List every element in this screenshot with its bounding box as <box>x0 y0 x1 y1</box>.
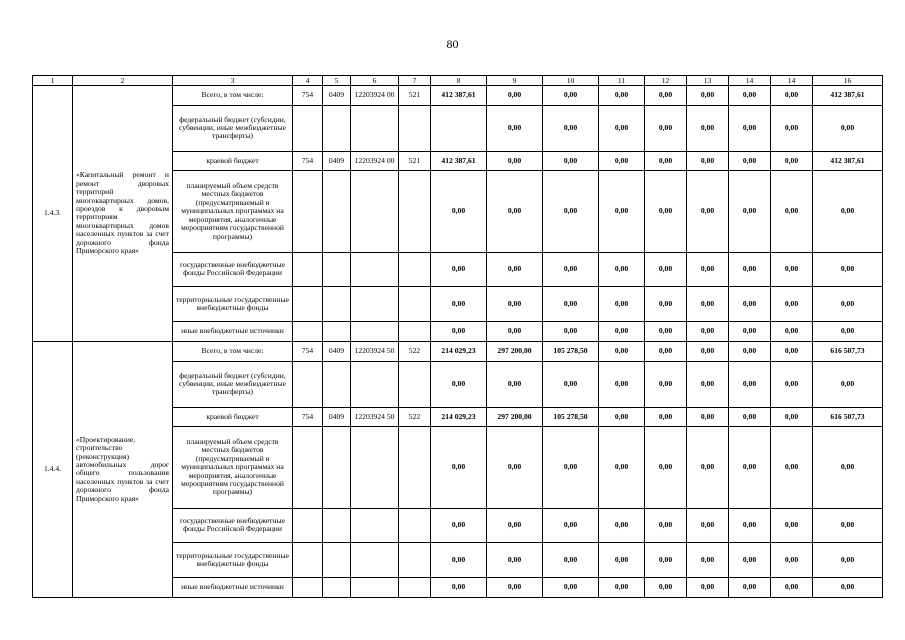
year-value: 0,00 <box>729 407 771 427</box>
year-value: 0,00 <box>729 341 771 361</box>
year-value: 0,00 <box>431 578 487 598</box>
year-value: 0,00 <box>729 542 771 577</box>
year-value: 0,00 <box>687 341 729 361</box>
expense-type-code <box>399 322 431 342</box>
year-value: 0,00 <box>645 322 687 342</box>
funding-source: территориальные государственные внебюджетные фонды <box>173 542 293 577</box>
year-value: 214 029,23 <box>431 407 487 427</box>
column-header: 1 <box>33 76 73 86</box>
funding-source: государственные внебюджетные фонды Российской Федерации <box>173 508 293 542</box>
column-header: 14 <box>729 76 771 86</box>
section-code <box>323 286 351 321</box>
expense-type-code <box>399 578 431 598</box>
year-value: 0,00 <box>729 105 771 151</box>
year-value: 0,00 <box>729 171 771 252</box>
gr-code: 754 <box>293 407 323 427</box>
year-value: 0,00 <box>729 361 771 407</box>
target-code <box>351 105 399 151</box>
item-number: 1.4.4. <box>33 341 73 597</box>
year-value: 0,00 <box>645 105 687 151</box>
year-value: 0,00 <box>687 322 729 342</box>
expense-type-code <box>399 361 431 407</box>
column-header: 14 <box>771 76 813 86</box>
expense-type-code: 522 <box>399 407 431 427</box>
gr-code <box>293 171 323 252</box>
expense-type-code <box>399 171 431 252</box>
year-value: 0,00 <box>645 427 687 508</box>
year-value: 0,00 <box>599 322 645 342</box>
item-name: «Проектирование, строительство (реконструкция) автомобильных дорог общего пользования населенных пунктов за счет дорожного фонда Приморского края» <box>73 341 173 597</box>
year-value: 0,00 <box>645 151 687 171</box>
total-value: 0,00 <box>813 105 883 151</box>
target-code: 12203924 00 <box>351 151 399 171</box>
target-code <box>351 361 399 407</box>
year-value: 0,00 <box>543 542 599 577</box>
year-value: 0,00 <box>599 407 645 427</box>
target-code <box>351 286 399 321</box>
year-value: 0,00 <box>645 86 687 106</box>
year-value: 0,00 <box>687 578 729 598</box>
expense-type-code <box>399 252 431 286</box>
funding-source: федеральный бюджет (субсидии, субвенции, иные межбюджетные трансферты) <box>173 361 293 407</box>
year-value: 0,00 <box>687 427 729 508</box>
year-value: 0,00 <box>487 105 543 151</box>
year-value: 0,00 <box>543 86 599 106</box>
expense-type-code: 522 <box>399 341 431 361</box>
total-value: 0,00 <box>813 578 883 598</box>
year-value: 0,00 <box>771 427 813 508</box>
year-value: 0,00 <box>729 286 771 321</box>
year-value: 0,00 <box>729 86 771 106</box>
year-value: 0,00 <box>729 427 771 508</box>
year-value: 0,00 <box>729 508 771 542</box>
gr-code: 754 <box>293 86 323 106</box>
gr-code <box>293 578 323 598</box>
page-number: 80 <box>446 37 459 51</box>
year-value: 0,00 <box>645 341 687 361</box>
year-value: 0,00 <box>599 361 645 407</box>
section-code <box>323 361 351 407</box>
year-value: 0,00 <box>431 427 487 508</box>
gr-code <box>293 252 323 286</box>
year-value: 0,00 <box>487 578 543 598</box>
year-value: 0,00 <box>543 578 599 598</box>
target-code <box>351 171 399 252</box>
year-value: 0,00 <box>687 542 729 577</box>
year-value: 0,00 <box>687 86 729 106</box>
year-value: 0,00 <box>599 286 645 321</box>
year-value: 412 387,61 <box>431 86 487 106</box>
year-value: 0,00 <box>645 361 687 407</box>
column-header: 8 <box>431 76 487 86</box>
year-value: 0,00 <box>645 252 687 286</box>
funding-source: краевой бюджет <box>173 407 293 427</box>
expense-type-code <box>399 542 431 577</box>
year-value: 0,00 <box>487 361 543 407</box>
funding-source: планируемый объем средств местных бюджетов (предусматриваемый в муниципальных программах на мероприятия, аналогичные мероприятиям государственной программы) <box>173 171 293 252</box>
year-value: 0,00 <box>771 252 813 286</box>
year-value: 0,00 <box>543 427 599 508</box>
expense-type-code: 521 <box>399 86 431 106</box>
year-value: 105 278,50 <box>543 341 599 361</box>
target-code <box>351 578 399 598</box>
year-value: 0,00 <box>487 322 543 342</box>
year-value: 0,00 <box>599 341 645 361</box>
expense-type-code <box>399 508 431 542</box>
year-value: 0,00 <box>431 286 487 321</box>
target-code <box>351 542 399 577</box>
year-value: 0,00 <box>487 542 543 577</box>
column-header: 6 <box>351 76 399 86</box>
section-code <box>323 542 351 577</box>
year-value: 0,00 <box>487 508 543 542</box>
year-value: 0,00 <box>687 286 729 321</box>
year-value: 0,00 <box>543 286 599 321</box>
year-value <box>431 105 487 151</box>
funding-source: федеральный бюджет (субсидии, субвенции, иные межбюджетные трансферты) <box>173 105 293 151</box>
year-value: 0,00 <box>431 171 487 252</box>
year-value: 0,00 <box>771 361 813 407</box>
gr-code: 754 <box>293 151 323 171</box>
funding-source: государственные внебюджетные фонды Российской Федерации <box>173 252 293 286</box>
column-header: 4 <box>293 76 323 86</box>
total-value: 412 387,61 <box>813 151 883 171</box>
gr-code <box>293 361 323 407</box>
year-value: 297 200,00 <box>487 341 543 361</box>
column-header: 9 <box>487 76 543 86</box>
year-value: 0,00 <box>599 252 645 286</box>
year-value: 0,00 <box>687 105 729 151</box>
column-header: 12 <box>645 76 687 86</box>
year-value: 0,00 <box>645 286 687 321</box>
column-header: 16 <box>813 76 883 86</box>
year-value: 0,00 <box>771 171 813 252</box>
year-value: 0,00 <box>599 105 645 151</box>
year-value: 0,00 <box>487 86 543 106</box>
year-value: 0,00 <box>771 105 813 151</box>
year-value: 0,00 <box>771 151 813 171</box>
year-value: 0,00 <box>487 171 543 252</box>
year-value: 0,00 <box>431 252 487 286</box>
year-value: 0,00 <box>771 407 813 427</box>
section-code <box>323 322 351 342</box>
year-value: 0,00 <box>543 252 599 286</box>
gr-code <box>293 508 323 542</box>
target-code <box>351 427 399 508</box>
year-value: 0,00 <box>543 105 599 151</box>
year-value: 0,00 <box>687 171 729 252</box>
total-value: 616 507,73 <box>813 407 883 427</box>
year-value: 0,00 <box>431 508 487 542</box>
expense-type-code <box>399 427 431 508</box>
year-value: 0,00 <box>543 508 599 542</box>
total-value: 0,00 <box>813 322 883 342</box>
column-header: 2 <box>73 76 173 86</box>
year-value: 0,00 <box>729 578 771 598</box>
year-value: 0,00 <box>487 252 543 286</box>
target-code: 12203924 00 <box>351 86 399 106</box>
year-value: 214 029,23 <box>431 341 487 361</box>
section-code: 0409 <box>323 151 351 171</box>
year-value: 0,00 <box>599 171 645 252</box>
year-value: 0,00 <box>431 361 487 407</box>
total-value: 0,00 <box>813 252 883 286</box>
year-value: 0,00 <box>645 542 687 577</box>
header-row <box>33 76 883 86</box>
section-code: 0409 <box>323 407 351 427</box>
funding-source: иные внебюджетные источники <box>173 578 293 598</box>
year-value: 0,00 <box>771 341 813 361</box>
year-value: 297 200,00 <box>487 407 543 427</box>
funding-source: иные внебюджетные источники <box>173 322 293 342</box>
year-value: 0,00 <box>771 86 813 106</box>
column-header: 7 <box>399 76 431 86</box>
year-value: 0,00 <box>599 427 645 508</box>
funding-source: Всего, в том числе: <box>173 341 293 361</box>
total-value: 0,00 <box>813 361 883 407</box>
total-value: 0,00 <box>813 542 883 577</box>
gr-code <box>293 105 323 151</box>
year-value: 0,00 <box>771 286 813 321</box>
section-code <box>323 252 351 286</box>
year-value: 0,00 <box>487 286 543 321</box>
year-value: 0,00 <box>487 151 543 171</box>
year-value: 0,00 <box>645 578 687 598</box>
target-code: 12203924 50 <box>351 341 399 361</box>
year-value: 0,00 <box>487 427 543 508</box>
section-code <box>323 105 351 151</box>
year-value: 0,00 <box>771 578 813 598</box>
year-value: 0,00 <box>599 86 645 106</box>
target-code <box>351 252 399 286</box>
year-value: 0,00 <box>645 407 687 427</box>
year-value: 0,00 <box>599 578 645 598</box>
year-value: 0,00 <box>543 361 599 407</box>
expense-type-code <box>399 286 431 321</box>
total-value: 0,00 <box>813 427 883 508</box>
total-value: 616 507,73 <box>813 341 883 361</box>
year-value: 0,00 <box>431 542 487 577</box>
budget-table <box>32 75 883 598</box>
table-row <box>33 341 883 361</box>
year-value: 412 387,61 <box>431 151 487 171</box>
year-value: 0,00 <box>687 252 729 286</box>
year-value: 0,00 <box>687 361 729 407</box>
target-code <box>351 322 399 342</box>
item-name: «Капитальный ремонт и ремонт дворовых территорий многоквартирных домов, проездов к дворовым территориям многоквартирных домов населенных пунктов за счет дорожного фонда Приморского края» <box>73 86 173 342</box>
year-value: 0,00 <box>771 322 813 342</box>
section-code <box>323 427 351 508</box>
section-code <box>323 578 351 598</box>
column-header: 10 <box>543 76 599 86</box>
total-value: 0,00 <box>813 286 883 321</box>
total-value: 412 387,61 <box>813 86 883 106</box>
expense-type-code <box>399 105 431 151</box>
year-value: 0,00 <box>729 322 771 342</box>
year-value: 0,00 <box>645 508 687 542</box>
section-code: 0409 <box>323 341 351 361</box>
target-code <box>351 508 399 542</box>
gr-code <box>293 286 323 321</box>
funding-source: территориальные государственные внебюджетные фонды <box>173 286 293 321</box>
gr-code <box>293 322 323 342</box>
year-value: 0,00 <box>543 322 599 342</box>
year-value: 0,00 <box>599 508 645 542</box>
year-value: 0,00 <box>599 542 645 577</box>
column-header: 3 <box>173 76 293 86</box>
section-code: 0409 <box>323 86 351 106</box>
total-value: 0,00 <box>813 171 883 252</box>
year-value: 0,00 <box>729 151 771 171</box>
column-header: 13 <box>687 76 729 86</box>
year-value: 0,00 <box>687 407 729 427</box>
gr-code <box>293 427 323 508</box>
year-value: 0,00 <box>771 542 813 577</box>
table-row <box>33 86 883 106</box>
section-code <box>323 171 351 252</box>
gr-code: 754 <box>293 341 323 361</box>
funding-source: краевой бюджет <box>173 151 293 171</box>
column-header: 11 <box>599 76 645 86</box>
year-value: 0,00 <box>687 508 729 542</box>
gr-code <box>293 542 323 577</box>
year-value: 0,00 <box>687 151 729 171</box>
year-value: 0,00 <box>729 252 771 286</box>
column-header: 5 <box>323 76 351 86</box>
year-value: 0,00 <box>645 171 687 252</box>
item-number: 1.4.3. <box>33 86 73 342</box>
year-value: 0,00 <box>543 171 599 252</box>
year-value: 0,00 <box>431 322 487 342</box>
funding-source: планируемый объем средств местных бюджетов (предусматриваемый в муниципальных программах на мероприятия, аналогичные мероприятиям государственной программы) <box>173 427 293 508</box>
total-value: 0,00 <box>813 508 883 542</box>
year-value: 0,00 <box>599 151 645 171</box>
funding-source: Всего, в том числе: <box>173 86 293 106</box>
target-code: 12203924 50 <box>351 407 399 427</box>
year-value: 0,00 <box>543 151 599 171</box>
section-code <box>323 508 351 542</box>
year-value: 0,00 <box>771 508 813 542</box>
expense-type-code: 521 <box>399 151 431 171</box>
year-value: 105 278,50 <box>543 407 599 427</box>
